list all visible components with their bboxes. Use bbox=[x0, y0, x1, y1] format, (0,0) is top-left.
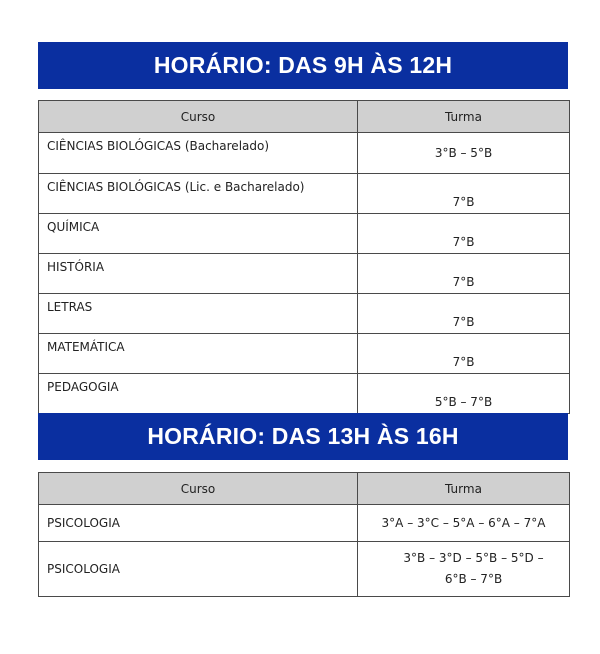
class-cell bbox=[358, 542, 570, 597]
table-row bbox=[39, 294, 570, 334]
table-header-row bbox=[39, 101, 570, 133]
course-cell: PSICOLOGIA bbox=[39, 542, 358, 597]
table-row bbox=[39, 334, 570, 374]
course-cell: CIÊNCIAS BIOLÓGICAS (Lic. e Bacharelado) bbox=[39, 174, 358, 214]
course-cell: PSICOLOGIA bbox=[39, 505, 358, 542]
column-header-class: Turma bbox=[358, 101, 570, 133]
schedule-table-afternoon bbox=[38, 472, 570, 597]
column-header-course: Curso bbox=[39, 473, 358, 505]
table-row bbox=[39, 214, 570, 254]
course-cell: LETRAS bbox=[39, 294, 358, 334]
table-row bbox=[39, 542, 570, 597]
table-row bbox=[39, 133, 570, 174]
column-header-course: Curso bbox=[39, 101, 358, 133]
class-cell: 7°B bbox=[358, 334, 570, 374]
class-cell: 3°A – 3°C – 5°A – 6°A – 7°A bbox=[358, 505, 570, 542]
class-cell: 7°B bbox=[358, 294, 570, 334]
table-row bbox=[39, 374, 570, 414]
table-row bbox=[39, 174, 570, 214]
schedule-title-afternoon: HORÁRIO: DAS 13H ÀS 16H bbox=[38, 413, 568, 460]
course-cell: PEDAGOGIA bbox=[39, 374, 358, 414]
course-cell: MATEMÁTICA bbox=[39, 334, 358, 374]
table-header-row bbox=[39, 473, 570, 505]
schedule-table-morning bbox=[38, 100, 570, 414]
schedule-title-morning: HORÁRIO: DAS 9H ÀS 12H bbox=[38, 42, 568, 89]
class-cell: 7°B bbox=[358, 254, 570, 294]
class-line: 6°B – 7°B bbox=[444, 572, 503, 586]
table-row bbox=[39, 505, 570, 542]
class-cell: 7°B bbox=[358, 214, 570, 254]
class-line: 3°B – 3°D – 5°B – 5°D – bbox=[403, 551, 544, 565]
class-cell: 5°B – 7°B bbox=[358, 374, 570, 414]
course-cell: QUÍMICA bbox=[39, 214, 358, 254]
column-header-class: Turma bbox=[358, 473, 570, 505]
course-cell: HISTÓRIA bbox=[39, 254, 358, 294]
class-cell: 3°B – 5°B bbox=[358, 133, 570, 174]
course-cell: CIÊNCIAS BIOLÓGICAS (Bacharelado) bbox=[39, 133, 358, 174]
table-row bbox=[39, 254, 570, 294]
class-cell: 7°B bbox=[358, 174, 570, 214]
